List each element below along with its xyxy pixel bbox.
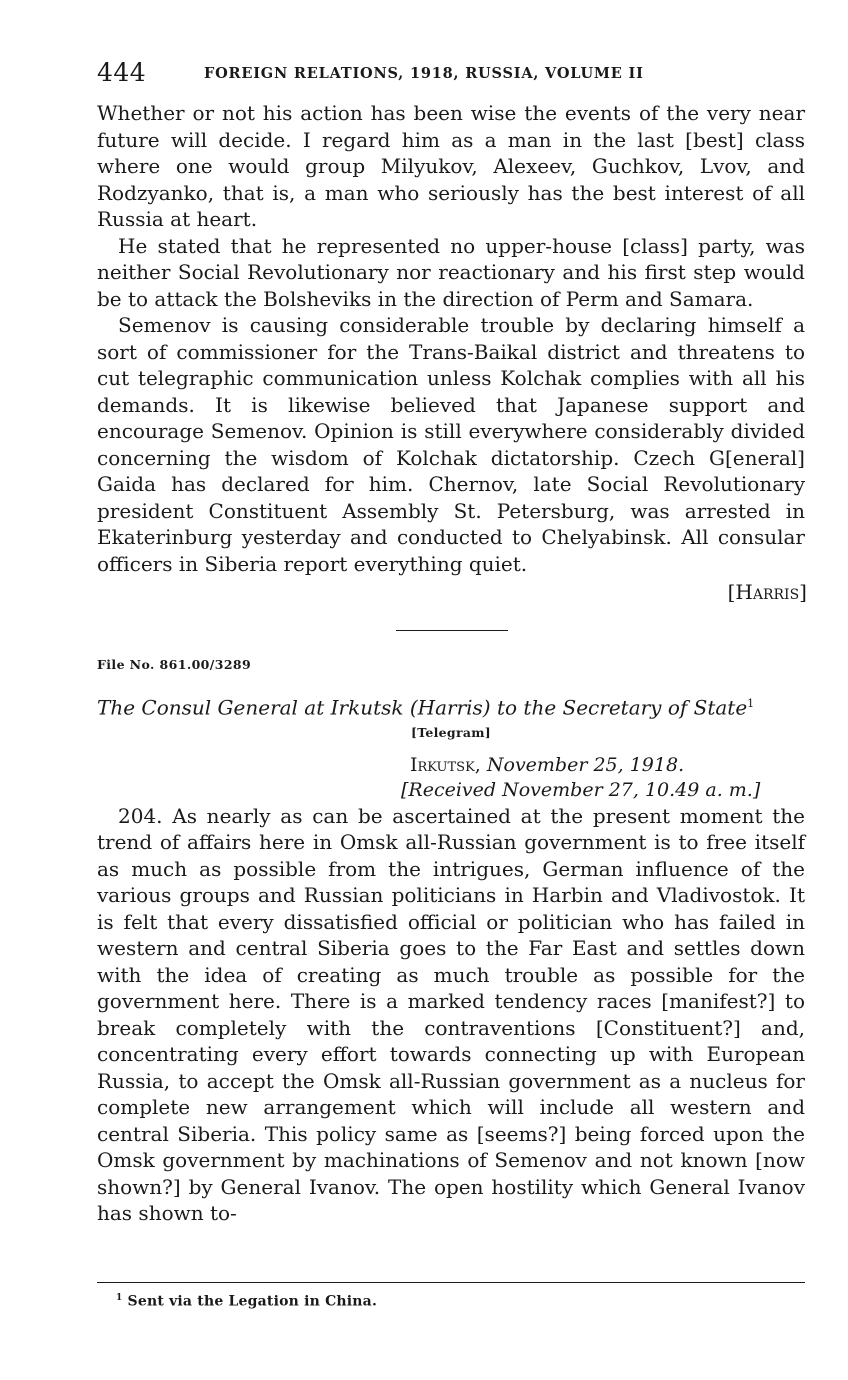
running-head	[97, 58, 805, 92]
paragraph: He stated that he represented no upper-house [class] party, was neither Social Revolutionary nor reactionary and his first step would be to attack the Bolsheviks in the direction of Perm and Samara.	[97, 233, 805, 311]
section-divider	[396, 630, 508, 631]
document-page	[97, 58, 805, 1227]
continued-paragraph: Whether or not his action has been wise the events of the very near future will decide. I regard him as a man in the last [best] class where one would group Milyukov, Alexeev, Guchkov, Lvov, and Rodzyanko, that is, a man who seriously has the best interest of all Russia at heart.	[97, 101, 805, 231]
footnote-text: Sent via the Legation in China.	[127, 1293, 378, 1310]
dateline-date: November 25, 1918.	[486, 753, 685, 776]
telegram-body: 204. As nearly as can be ascertained at the present moment the trend of affairs here in Omsk all-Russian government is to free itself as much as possible from the intrigues, German influence of the various groups and Russian politicians in Harbin and Vladivostok. It is felt that every dissatisfied official or politician who has failed in western and central Siberia goes to the Far East and settles down with the idea of creating as much trouble as possible for the government here. There is a marked tendency races [manifest?] to break completely with the contraventions [Constituent?] and, concentrating every effort towards connecting up with European Russia, to accept the Omsk all-Russian government as a nucleus for complete new arrangement which will include all western and central Siberia. This policy same as [seems?] being forced upon the Omsk government by machinations of Semenov and not known [now shown?] by General Ivanov. The open hostility which General Ivanov has shown to-	[97, 803, 805, 1226]
document-title	[97, 691, 805, 721]
footnote-rule	[97, 1282, 805, 1283]
document-title-text: The Consul General at Irkutsk (Harris) to the Secretary of State	[97, 695, 748, 720]
received-text: [Received November 27, 10.49 a. m.]	[401, 778, 761, 801]
footnote-marker: 1	[116, 1293, 123, 1303]
page-number: 444	[97, 58, 147, 87]
footnote	[116, 1293, 377, 1310]
footnote-reference: 1	[747, 697, 755, 710]
dateline-received	[401, 778, 805, 803]
document-type: [Telegram]	[410, 724, 491, 740]
dateline-sent	[410, 753, 805, 778]
dateline	[401, 753, 805, 803]
running-head-title: FOREIGN RELATIONS, 1918, RUSSIA, VOLUME II	[204, 65, 644, 82]
file-number: File No. 861.00/3289	[97, 657, 252, 672]
signature: [Harris]	[727, 580, 807, 604]
paragraph: Semenov is causing considerable trouble by declaring himself a sort of commissioner for the Trans-Baikal district and threatens to cut telegraphic communication unless Kolchak complies with all his demands. It is likewise believed that Japanese support and encourage Semenov. Opinion is still everywhere considerably divided concerning the wisdom of Kolchak dictatorship. Czech G[eneral] Gaida has declared for him. Chernov, late Social Revolutionary president Constituent Assembly St. Petersburg, was arrested in Ekaterinburg yesterday and conducted to Chelyabinsk. All consular officers in Siberia report everything quiet.	[97, 313, 805, 576]
dateline-place: Irkutsk,	[410, 753, 481, 776]
